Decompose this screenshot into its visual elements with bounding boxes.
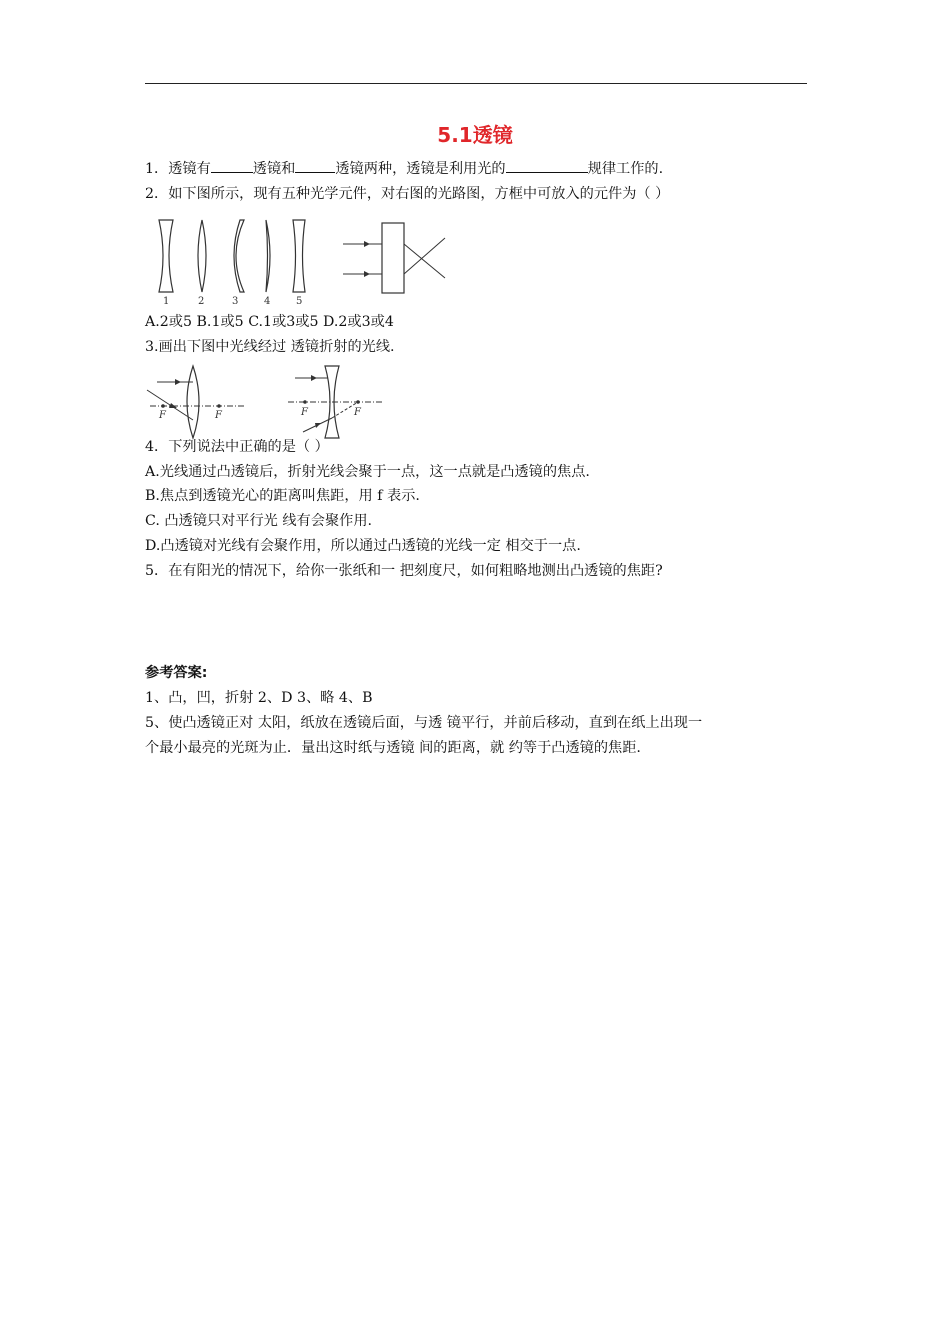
answers-line-3: 个最小最亮的光斑为止．量出这时纸与透镜 间的距离，就 约等于凸透镜的焦距. bbox=[145, 740, 641, 756]
concave-lens-diagram bbox=[285, 362, 385, 440]
question-2: 2．如下图所示，现有五种光学元件，对右图的光路图，方框中可放入的元件为（ ） bbox=[145, 186, 670, 202]
page-title: 5.1透镜 bbox=[437, 123, 513, 147]
q1-blank-3[interactable] bbox=[506, 157, 588, 173]
question-2-options: A.2或5 B.1或5 C.1或3或5 D.2或3或4 bbox=[145, 314, 394, 330]
focus-label-right: F bbox=[215, 410, 222, 421]
lens-label-2: 2 bbox=[198, 296, 205, 307]
lens-label-5: 5 bbox=[296, 296, 303, 307]
question-4-option-c: C. 凸透镜只对平行光 线有会聚作用. bbox=[145, 513, 373, 529]
focus-label-left-2: F bbox=[301, 407, 308, 418]
answers-heading: 参考答案: bbox=[145, 665, 208, 681]
lens-label-4: 4 bbox=[264, 296, 271, 307]
convex-lens-diagram bbox=[145, 362, 250, 440]
answers-line-1: 1、凸，凹，折射 2、D 3、略 4、B bbox=[145, 690, 373, 706]
answers-line-2: 5、使凸透镜正对 太阳，纸放在透镜后面，与透 镜平行，并前后移动，直到在纸上出现一 bbox=[145, 715, 703, 731]
question-4-option-b: B.焦点到透镜光心的距离叫焦距，用 f 表示. bbox=[145, 488, 420, 504]
q1-text-3: 透镜两种，透镜是利用光的 bbox=[335, 161, 506, 177]
focus-label-right-2: F bbox=[354, 407, 361, 418]
lens-4-meniscus bbox=[266, 220, 270, 292]
q1-text-1: 1．透镜有 bbox=[145, 161, 211, 177]
q1-text-2: 透镜和 bbox=[252, 161, 296, 177]
q1-blank-1[interactable] bbox=[211, 157, 253, 173]
question-5: 5．在有阳光的情况下，给你一张纸和一 把刻度尺，如何粗略地测出凸透镜的焦距? bbox=[145, 563, 663, 579]
question-4-option-a: A.光线通过凸透镜后，折射光线会聚于一点，这一点就是凸透镜的焦点. bbox=[145, 464, 590, 480]
lens-3-meniscus bbox=[234, 220, 244, 292]
lens-label-1: 1 bbox=[163, 296, 170, 307]
lens-1-concave bbox=[159, 220, 173, 292]
question-3: 3.画出下图中光线经过 透镜折射的光线. bbox=[145, 339, 395, 355]
question-4: 4．下列说法中正确的是（ ） bbox=[145, 439, 329, 455]
light-path-figure bbox=[340, 218, 455, 298]
lens-label-3: 3 bbox=[232, 296, 239, 307]
q1-text-4: 规律工作的. bbox=[587, 161, 664, 177]
header-rule bbox=[145, 83, 807, 84]
lens-2-convex bbox=[198, 220, 206, 292]
lens-elements-figure bbox=[150, 212, 320, 312]
question-1 bbox=[145, 157, 663, 179]
q1-blank-2[interactable] bbox=[295, 157, 335, 173]
question-4-option-d: D.凸透镜对光线有会聚作用，所以通过凸透镜的光线一定 相交于一点. bbox=[145, 538, 581, 554]
focus-label-left: F bbox=[159, 410, 166, 421]
unknown-element-box bbox=[382, 223, 404, 293]
convex-lens bbox=[187, 366, 199, 438]
lens-5-concave-meniscus bbox=[293, 220, 305, 292]
